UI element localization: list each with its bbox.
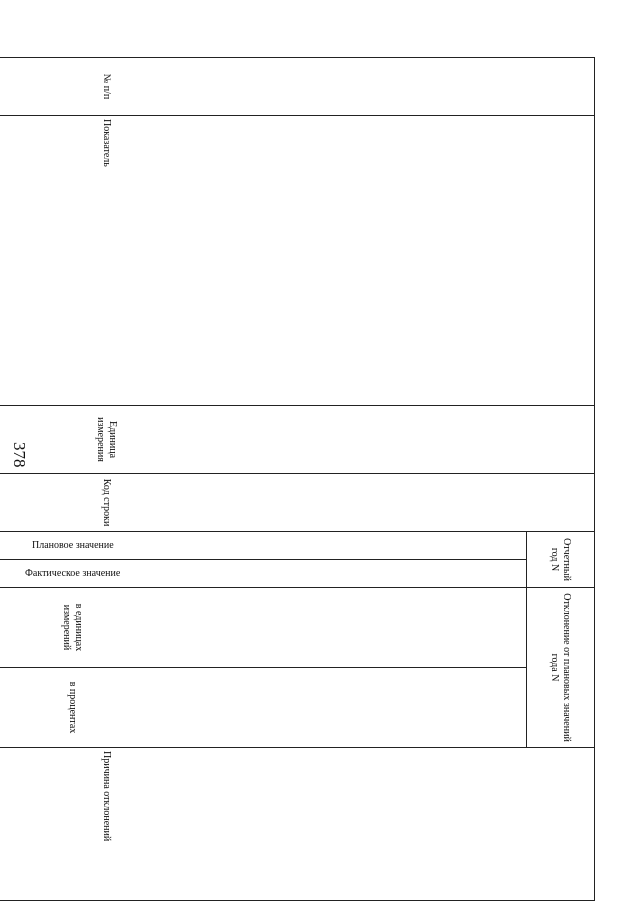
- header-dev-units: в единицах измерений: [0, 588, 527, 668]
- header-actual-text: Фактическое значение: [24, 567, 121, 579]
- header-planned-text: Плановое значение: [31, 539, 114, 551]
- header-row-top: [527, 58, 595, 901]
- header-reason: Причина отклонений: [0, 748, 595, 901]
- header-num: № п/п: [0, 58, 595, 116]
- header-unit: Единица измерения: [0, 406, 595, 474]
- page-number: 378: [10, 442, 29, 468]
- report-table: [0, 57, 595, 901]
- rotated-table-wrapper: [24, 57, 595, 900]
- header-indicator: Показатель: [0, 116, 595, 406]
- header-reporting-year: Отчетный год N: [527, 532, 595, 588]
- header-dev-percent: в процентах: [0, 668, 527, 748]
- header-code: Код строки: [0, 474, 595, 532]
- header-deviation: Отклонение от плановых значений года N: [527, 588, 595, 748]
- header-actual: [0, 560, 527, 588]
- header-planned: [0, 532, 527, 560]
